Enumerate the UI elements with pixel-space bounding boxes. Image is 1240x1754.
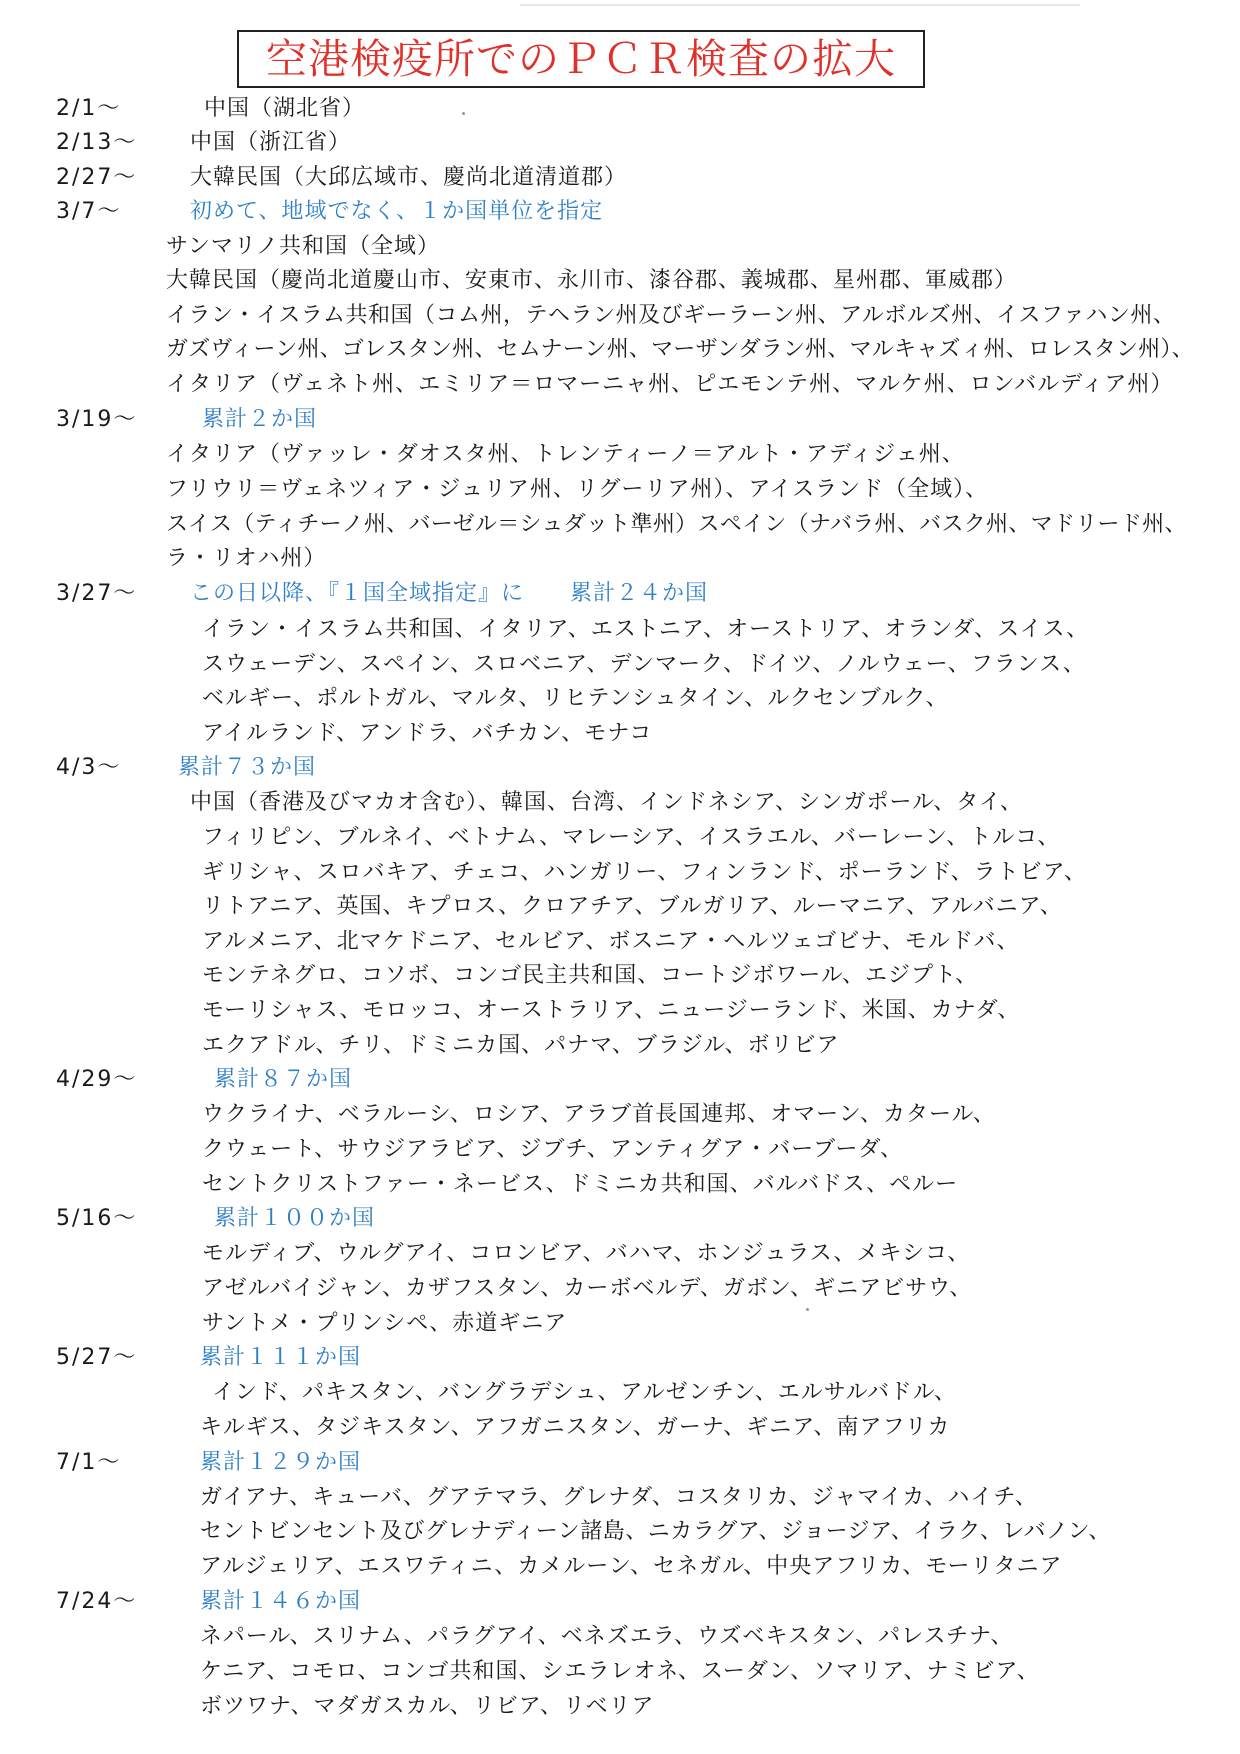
- entry-date: 2/13～: [56, 130, 138, 155]
- entry-line: アゼルバイジャン、カザフスタン、カーボベルデ、ガボン、ギニアビサウ、: [202, 1276, 973, 1301]
- scan-speck: [462, 112, 465, 115]
- entry-line: イラン・イスラム共和国、イタリア、エストニア、オーストリア、オランダ、スイス、: [202, 617, 1090, 642]
- entry-line: モンテネグロ、コソボ、コンゴ民主共和国、コートジボワール、エジプト、: [202, 963, 979, 988]
- entry-note: 累計１４６か国: [200, 1589, 362, 1614]
- entry-line: ラ・リオハ州）: [166, 546, 327, 571]
- entry-line: スイス（ティチーノ州、バーゼル＝シュダット準州）スペイン（ナバラ州、バスク州、マドリード州、: [166, 512, 1187, 537]
- page-title: 空港検疫所でのＰＣＲ検査の拡大: [266, 34, 896, 83]
- entry-date: 4/3～: [56, 755, 122, 780]
- entry-date: 2/1～: [56, 96, 122, 121]
- entry-line: スウェーデン、スペイン、スロベニア、デンマーク、ドイツ、ノルウェー、フランス、: [202, 652, 1086, 677]
- entry-date: 7/24～: [56, 1589, 138, 1614]
- entry-note: 累計１１１か国: [200, 1345, 362, 1370]
- entry-line: モーリシャス、モロッコ、オーストラリア、ニュージーランド、米国、カナダ、: [202, 998, 1021, 1023]
- entry-date: 5/16～: [56, 1206, 138, 1231]
- entry-line: ボツワナ、マダガスカル、リビア、リベリア: [200, 1694, 655, 1719]
- entry-line: ネパール、スリナム、パラグアイ、ベネズエラ、ウズベキスタン、パレスチナ、: [200, 1624, 1014, 1649]
- entry-line: 大韓民国（大邱広域市、慶尚北道清道郡）: [190, 165, 628, 190]
- entry-line: 中国（香港及びマカオ含む）、韓国、台湾、インドネシア、シンガポール、タイ、: [190, 790, 1023, 815]
- entry-line: ガイアナ、キューバ、グアテマラ、グレナダ、コスタリカ、ジャマイカ、ハイチ、: [200, 1485, 1038, 1510]
- entry-date: 2/27～: [56, 165, 138, 190]
- entry-line: ガズヴィーン州、ゴレスタン州、セムナーン州、マーザンダラン州、マルキャズィ州、ロレスタン州）、: [166, 337, 1194, 362]
- entry-date: 5/27～: [56, 1345, 138, 1370]
- entry-date: 3/7～: [56, 199, 122, 224]
- title-box: [237, 30, 925, 88]
- entry-line: イタリア（ヴェネト州、エミリア＝ロマーニャ州、ピエモンテ州、マルケ州、ロンバルディア州）: [166, 372, 1174, 397]
- entry-line: セントビンセント及びグレナディーン諸島、ニカラグア、ジョージア、イラク、レバノン、: [200, 1519, 1111, 1544]
- entry-date: 7/1～: [56, 1450, 122, 1475]
- entry-date: 3/27～: [56, 581, 138, 606]
- entry-date: 3/19～: [56, 407, 138, 432]
- entry-note: 初めて、地域でなく、１か国単位を指定: [190, 199, 604, 224]
- entry-line: インド、パキスタン、バングラデシュ、アルゼンチン、エルサルバドル、: [212, 1380, 957, 1405]
- entry-line: キルギス、タジキスタン、アフガニスタン、ガーナ、ギニア、南アフリカ: [200, 1415, 951, 1440]
- entry-line: イラン・イスラム共和国（コム州，テヘラン州及びギーラーン州、アルボルズ州、イスファハン州、: [166, 303, 1176, 328]
- entry-date: 4/29～: [56, 1067, 138, 1092]
- entry-line: アイルランド、アンドラ、バチカン、モナコ: [202, 721, 653, 746]
- entry-note: この日以降、『１国全域指定』に 累計２４か国: [190, 581, 709, 606]
- entry-line: 大韓民国（慶尚北道慶山市、安東市、永川市、漆谷郡、義城郡、星州郡、軍威郡）: [166, 268, 1018, 293]
- entry-line: サンマリノ共和国（全域）: [166, 234, 441, 259]
- entry-line: クウェート、サウジアラビア、ジブチ、アンティグア・バーブーダ、: [202, 1137, 904, 1162]
- entry-note: 累計１２９か国: [200, 1450, 362, 1475]
- scan-edge-mark: [520, 4, 1080, 6]
- entry-line: ウクライナ、ベラルーシ、ロシア、アラブ首長国連邦、オマーン、カタール、: [202, 1102, 996, 1127]
- entry-line: アルメニア、北マケドニア、セルビア、ボスニア・ヘルツェゴビナ、モルドバ、: [202, 929, 1020, 954]
- entry-line: モルディブ、ウルグアイ、コロンビア、バハマ、ホンジュラス、メキシコ、: [202, 1241, 971, 1266]
- entry-line: ケニア、コモロ、コンゴ共和国、シエラレオネ、スーダン、ソマリア、ナミビア、: [200, 1659, 1040, 1684]
- entry-line: サントメ・プリンシペ、赤道ギニア: [202, 1311, 568, 1336]
- entry-line: ベルギー、ポルトガル、マルタ、リヒテンシュタイン、ルクセンブルク、: [202, 686, 949, 711]
- entry-line: セントクリストファー・ネービス、ドミニカ共和国、バルバドス、ペルー: [202, 1172, 959, 1197]
- scan-speck: [806, 1308, 809, 1311]
- entry-line: リトアニア、英国、キプロス、クロアチア、ブルガリア、ルーマニア、アルバニア、: [202, 894, 1063, 919]
- entry-line: ギリシャ、スロバキア、チェコ、ハンガリー、フィンランド、ポーランド、ラトビア、: [202, 860, 1087, 885]
- entry-line: フィリピン、ブルネイ、ベトナム、マレーシア、イスラエル、バーレーン、トルコ、: [202, 825, 1061, 850]
- entry-line: フリウリ＝ヴェネツィア・ジュリア州、リグーリア州）、アイスランド（全域）、: [166, 477, 989, 502]
- entry-note: 累計１００か国: [214, 1206, 376, 1231]
- entry-line: エクアドル、チリ、ドミニカ国、パナマ、ブラジル、ボリビア: [202, 1033, 840, 1058]
- entry-note: 累計７３か国: [178, 755, 317, 780]
- entry-line: イタリア（ヴァッレ・ダオスタ州、トレンティーノ＝アルト・アディジェ州、: [166, 442, 965, 467]
- entry-line: 中国（湖北省）: [204, 96, 366, 121]
- entry-line: アルジェリア、エスワティニ、カメルーン、セネガル、中央アフリカ、モーリタニア: [200, 1554, 1063, 1579]
- entry-note: 累計８７か国: [214, 1067, 353, 1092]
- entry-note: 累計２か国: [202, 407, 318, 432]
- entry-line: 中国（浙江省）: [190, 130, 352, 155]
